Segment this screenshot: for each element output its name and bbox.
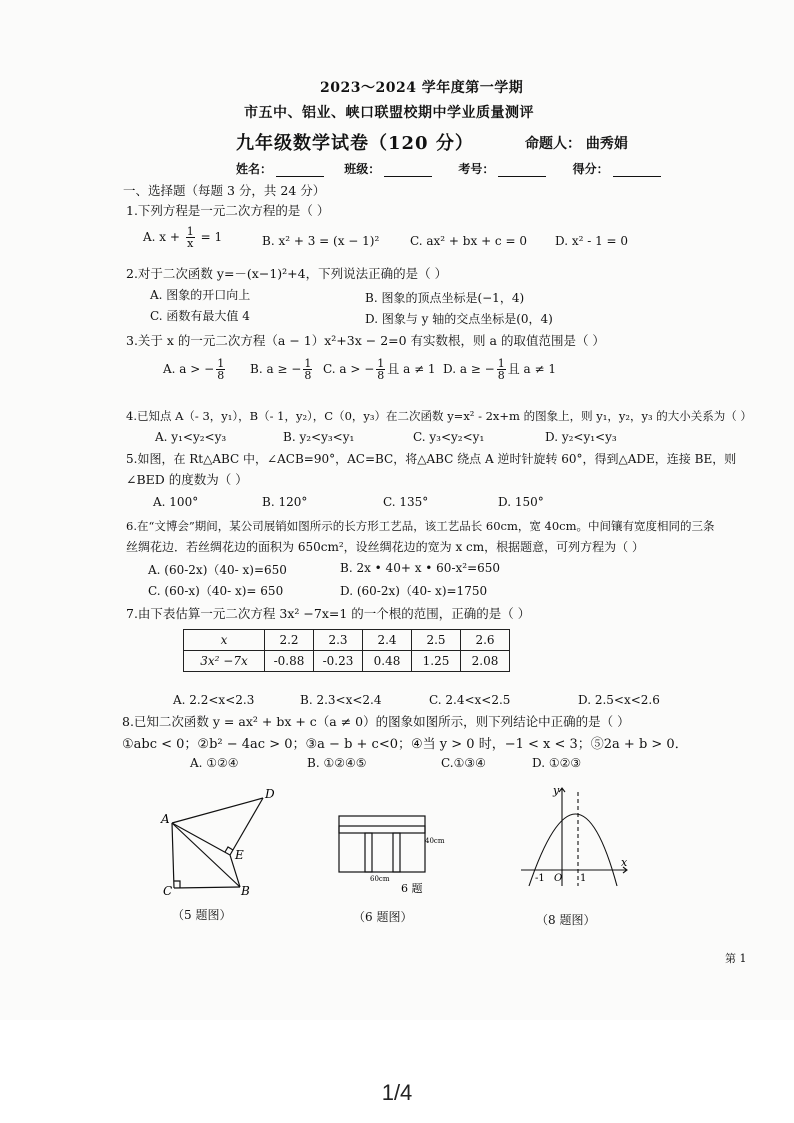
y-axis-label: y bbox=[553, 784, 560, 797]
score-label: 得分： bbox=[572, 162, 609, 176]
q1-option-d: D. x² - 1 = 0 bbox=[555, 234, 629, 248]
q7-stem: 7.由下表估算一元二次方程 3x² −7x=1 的一个根的范围，正确的是（ ） bbox=[126, 606, 531, 621]
figure-8-caption: （8 题图） bbox=[536, 913, 596, 927]
q4-stem: 4.已知点 A（- 3，y₁），B（- 1，y₂），C（0，y₃）在二次函数 y=x² - 2x+m 的图象上，则 y₁，y₂，y₃ 的大小关系为（ ） bbox=[126, 409, 752, 423]
q8-option-d: D. ①②③ bbox=[532, 756, 582, 770]
name-label: 姓名： bbox=[236, 162, 273, 176]
figure-6-caption: （6 题图） bbox=[353, 910, 413, 924]
q1-option-b: B. x² + 3 = (x − 1)² bbox=[262, 234, 380, 248]
height-label: 40cm bbox=[425, 837, 445, 845]
table-row bbox=[184, 651, 510, 672]
score-blank bbox=[613, 164, 661, 177]
q1-option-c: C. ax² + bx + c = 0 bbox=[410, 234, 527, 248]
vertex-label: D bbox=[265, 787, 275, 801]
q7-option-a: A. 2.2<x<2.3 bbox=[173, 693, 255, 707]
q8-conditions: ①abc < 0；②b² − 4ac > 0；③a − b + c<0；④当 y > 0 时，−1 < x < 3；⑤2a + b > 0． bbox=[122, 737, 688, 752]
q5-option-c: C. 135° bbox=[383, 495, 429, 509]
q2-stem: 2.对于二次函数 y=－(x−1)²+4，下列说法正确的是（ ） bbox=[126, 266, 448, 281]
page-title: 九年级数学试卷（120 分） bbox=[236, 133, 474, 154]
tick-label: -1 bbox=[535, 873, 545, 884]
q8-option-c: C.①③④ bbox=[441, 756, 486, 770]
q5-option-b: B. 120° bbox=[262, 495, 308, 509]
value-table bbox=[183, 629, 510, 672]
q6-stem-line2: 丝绸花边．若丝绸花边的面积为 650cm²，设丝绸花边的宽为 x cm，根据题意，可列方程为（ ） bbox=[126, 540, 644, 554]
page-mark: 第 1 bbox=[725, 952, 747, 965]
q3-option-d: D. a ≥ − $\frac{1}{8}$ 且 a ≠ 1 bbox=[443, 357, 557, 382]
vertex-label: B bbox=[241, 884, 250, 895]
class-blank bbox=[384, 164, 432, 177]
figure-6-rectangle bbox=[335, 810, 455, 900]
vertex-label: C bbox=[163, 884, 173, 895]
q7-option-c: C. 2.4<x<2.5 bbox=[429, 693, 511, 707]
q6-option-d: D. (60-2x)（40- x)=1750 bbox=[340, 584, 488, 598]
q8-option-a: A. ①②④ bbox=[190, 756, 239, 770]
table-cell: 1.25 bbox=[412, 651, 461, 672]
term-heading: 2023～2024 学年度第一学期 bbox=[320, 80, 524, 96]
q6-option-a: A. (60-2x)（40- x)=650 bbox=[148, 563, 287, 577]
q3-stem: 3.关于 x 的一元二次方程（a − 1）x²+3x − 2=0 有实数根，则 a 的取值范围是（ ） bbox=[126, 333, 605, 348]
q3-option-c: C. a > − $\frac{1}{8}$ 且 a ≠ 1 bbox=[323, 357, 436, 382]
figure-6-tag: 6 题 bbox=[401, 882, 423, 895]
class-label: 班级： bbox=[344, 162, 381, 176]
q5-stem-line2: ∠BED 的度数为（ ） bbox=[126, 472, 248, 487]
school-heading: 市五中、铝业、峡口联盟校期中学业质量测评 bbox=[244, 105, 534, 121]
table-cell: 2.2 bbox=[265, 630, 314, 651]
figure-5-caption: （5 题图） bbox=[172, 908, 232, 922]
q2-option-d: D. 图象与 y 轴的交点坐标是(0，4) bbox=[365, 312, 553, 326]
q7-option-d: D. 2.5<x<2.6 bbox=[578, 693, 660, 707]
page-counter: 1/4 bbox=[381, 1080, 413, 1105]
info-line bbox=[236, 160, 665, 177]
q2-option-b: B. 图象的顶点坐标是(−1，4) bbox=[365, 291, 525, 305]
origin-label: O bbox=[554, 873, 563, 884]
q3-option-b: B. a ≥ − $\frac{1}{8}$ bbox=[250, 357, 312, 382]
q4-option-d: D. y₂<y₁<y₃ bbox=[545, 430, 617, 444]
q6-stem-line1: 6.在“文博会”期间，某公司展销如图所示的长方形工艺品，该工艺品长 60cm，宽 40cm。中间镶有宽度相同的三条 bbox=[126, 519, 715, 533]
author-line: 命题人： 曲秀娟 bbox=[525, 136, 628, 152]
q4-option-a: A. y₁<y₂<y₃ bbox=[155, 430, 227, 444]
q6-option-b: B. 2x • 40+ x • 60-x²=650 bbox=[340, 561, 501, 575]
table-cell: 2.5 bbox=[412, 630, 461, 651]
q5-stem-line1: 5.如图，在 Rt△ABC 中，∠ACB=90°，AC=BC，将△ABC 绕点 A 逆时针旋转 60°，得到△ADE，连接 BE，则 bbox=[126, 452, 737, 466]
width-label: 60cm bbox=[370, 875, 390, 883]
table-cell: 2.08 bbox=[461, 651, 510, 672]
exam-no-label: 考号： bbox=[458, 162, 495, 176]
table-cell: 2.3 bbox=[314, 630, 363, 651]
table-cell: 0.48 bbox=[363, 651, 412, 672]
q8-stem: 8.已知二次函数 y = ax² + bx + c（a ≠ 0）的图象如图所示，则下列结论中正确的是（ ） bbox=[122, 714, 630, 729]
table-cell: -0.23 bbox=[314, 651, 363, 672]
figure-5-triangles bbox=[150, 785, 290, 895]
figure-8-parabola bbox=[515, 782, 635, 892]
q1-option-a: A. x + $\frac{1}{x}$ = 1 bbox=[143, 225, 223, 250]
vertex-label: A bbox=[161, 812, 170, 826]
exam-no-blank bbox=[498, 164, 546, 177]
table-cell: x bbox=[184, 630, 265, 651]
table-cell: 3x² −7x bbox=[184, 651, 265, 672]
table-cell: 2.6 bbox=[461, 630, 510, 651]
q2-option-c: C. 函数有最大值 4 bbox=[150, 309, 250, 323]
q5-option-a: A. 100° bbox=[153, 495, 199, 509]
tick-label: 1 bbox=[580, 873, 587, 884]
q4-option-b: B. y₂<y₃<y₁ bbox=[283, 430, 355, 444]
q7-option-b: B. 2.3<x<2.4 bbox=[300, 693, 382, 707]
name-blank bbox=[276, 164, 324, 177]
q6-option-c: C. (60-x)（40- x)= 650 bbox=[148, 584, 284, 598]
q2-option-a: A. 图象的开口向上 bbox=[150, 288, 251, 302]
table-cell: 2.4 bbox=[363, 630, 412, 651]
vertex-label: E bbox=[235, 848, 244, 862]
q8-option-b: B. ①②④⑤ bbox=[307, 756, 367, 770]
table-row bbox=[184, 630, 510, 651]
x-axis-label: x bbox=[621, 856, 628, 869]
section-heading: 一、选择题（每题 3 分，共 24 分） bbox=[123, 183, 326, 198]
table-cell: -0.88 bbox=[265, 651, 314, 672]
q3-option-a: A. a > − $\frac{1}{8}$ bbox=[163, 357, 225, 382]
q1-stem: 1.下列方程是一元二次方程的是（ ） bbox=[126, 203, 330, 218]
q4-option-c: C. y₃<y₂<y₁ bbox=[413, 430, 485, 444]
q5-option-d: D. 150° bbox=[498, 495, 544, 509]
